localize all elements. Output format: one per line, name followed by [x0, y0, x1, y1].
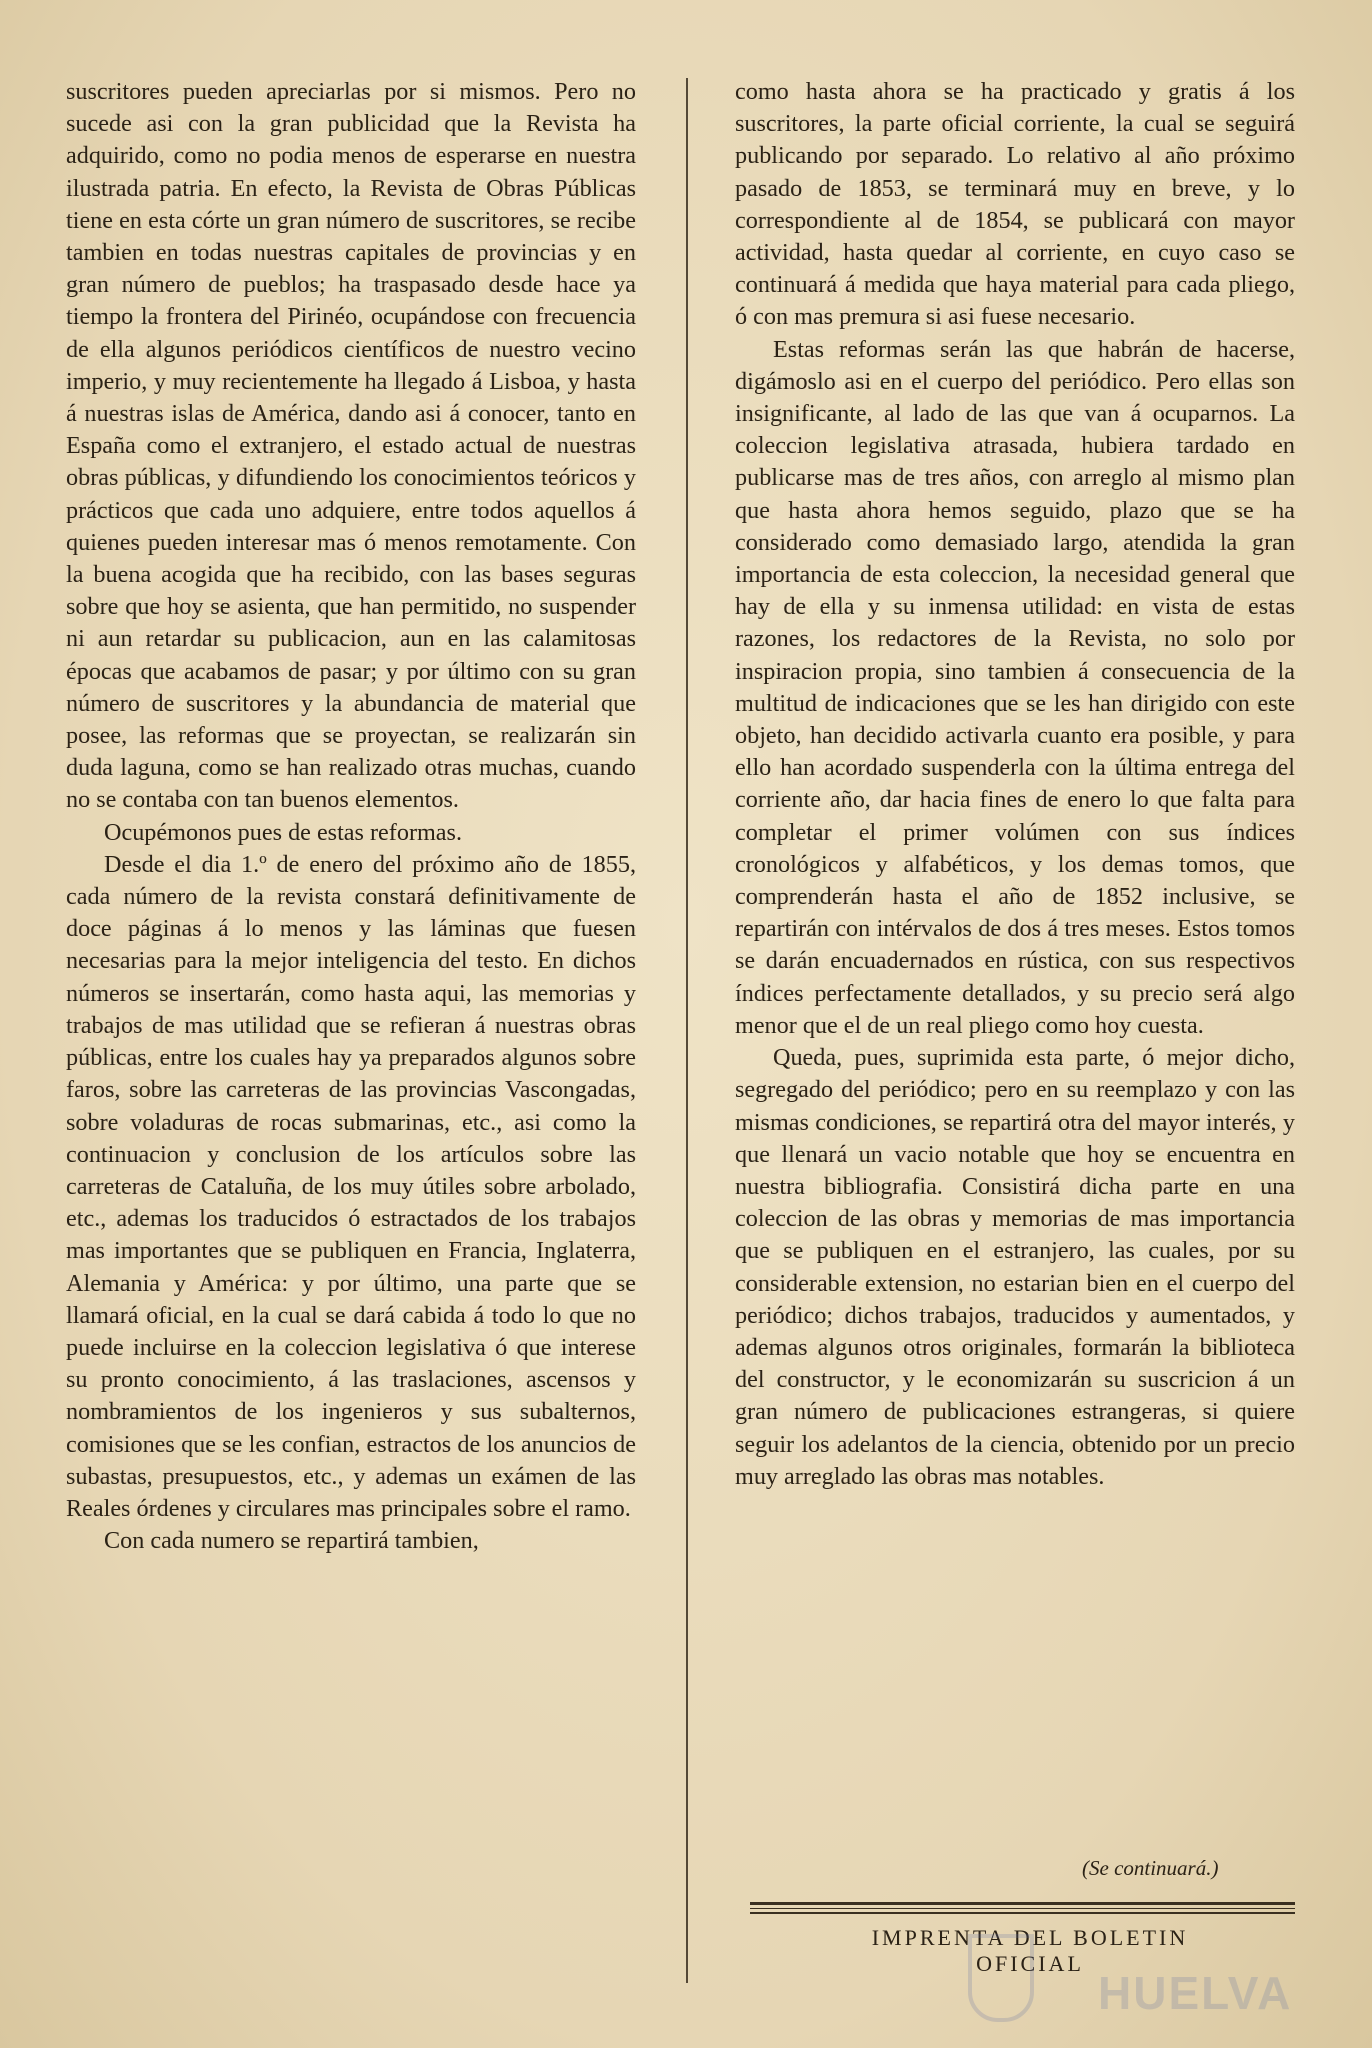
left-text-column: [66, 76, 636, 1557]
paragraph: Desde el dia 1.º de enero del próximo año de 1855, cada número de la revista constará definitivamente de doce páginas á lo menos y las láminas que fuesen necesarias para la mejor inteligencia del testo. En dichos números se insertarán, como hasta aqui, las memorias y trabajos de mas utilidad que se refieran á nuestras obras públicas, entre los cuales hay ya preparados algunos sobre faros, sobre las carreteras de las provincias Vascongadas, sobre voladuras de rocas submarinas, etc., asi como la continuacion y conclusion de los artículos sobre las carreteras de Cataluña, de los muy útiles sobre arbolado, etc., ademas los traducidos ó estractados de los trabajos mas importantes que se publiquen en Francia, Inglaterra, Alemania y América: y por último, una parte que se llamará oficial, en la cual se dará cabida á todo lo que no puede incluirse en la coleccion legislativa ó que interese su pronto conocimiento, á las traslaciones, ascensos y nombramientos de los ingenieros y sus subalternos, comisiones que se les confian, estractos de los anuncios de subastas, presupuestos, etc., y ademas un exámen de las Reales órdenes y circulares mas principales sobre el ramo.: [66, 850, 636, 1522]
right-text-column: [735, 76, 1295, 1493]
to-be-continued-note: (Se continuará.): [1082, 1856, 1219, 1880]
paragraph: suscritores pueden apreciarlas por si mismos. Pero no sucede asi con la gran publicidad que la Revista ha adquirido, como no podia menos de esperarse en nuestra ilustrada patria. En efecto, la Revista de Obras Públicas tiene en esta córte un gran número de suscritores, se recibe tambien en todas nuestras capitales de provincias y en gran número de pueblos; ha traspasado desde hace ya tiempo la frontera del Pirinéo, ocupándose con frecuencia de ella algunos periódicos científicos de nuestro vecino imperio, y muy recientemente ha llegado á Lisboa, y hasta á nuestras islas de América, dando asi á conocer, tanto en España como el extranjero, el estado actual de nuestras obras públicas, y difundiendo los conocimientos teóricos y prácticos que cada uno adquiere, entre todos aquellos á quienes pueden interesar mas ó menos remotamente. Con la buena acogida que ha recibido, con las bases seguras sobre que hoy se asienta, que han permitido, no suspender ni aun retardar su publicacion, aun en las calamitosas épocas que acabamos de pasar; y por último con su gran número de suscritores y la abundancia de material que posee, las reformas que se proyectan, se realizarán sin duda laguna, como se han realizado otras muchas, cuando no se contaba con tan buenos elementos.: [66, 78, 636, 814]
paragraph: Con cada numero se repartirá tambien,: [104, 1527, 479, 1555]
library-watermark: [968, 1920, 1298, 2030]
watermark-text: HUELVA: [1098, 1967, 1293, 2019]
printer-imprint: IMPRENTA DEL BOLETIN OFICIAL: [871, 1925, 1189, 1976]
paragraph: Ocupémonos pues de estas reformas.: [104, 818, 463, 846]
paragraph: como hasta ahora se ha practicado y gratis á los suscritores, la parte oficial corriente, la cual se seguirá publicando por separado. Lo relativo al año próximo pasado de 1853, se terminará muy en breve, y lo correspondiente al de 1854, se publicará con mayor actividad, hasta quedar al corriente, en cuyo caso se continuará á medida que haya material para cada pliego, ó con mas premura si asi fuese necesario.: [735, 78, 1295, 331]
closing-rule: [750, 1902, 1295, 1914]
paragraph: Estas reformas serán las que habrán de hacerse, digámoslo asi en el cuerpo del periódico. Pero ellas son insignificante, al lado de las que van á ocuparnos. La coleccion legislativa atrasada, hubiera tardado en publicarse mas de tres años, con arreglo al mismo plan que hasta ahora hemos seguido, plazo que se ha considerado como demasiado largo, atendida la gran importancia de esta coleccion, la necesidad general que hay de ella y su inmensa utilidad: en vista de estas razones, los redactores de la Revista, no solo por inspiracion propia, sino tambien á consecuencia de la multitud de indicaciones que se les han dirigido con este objeto, han decidido activarla cuanto era posible, y para ello han acordado suspenderla con la última entrega del corriente año, dar hacia fines de enero lo que falta para completar el primer volúmen con sus índices cronológicos y alfabéticos, y los demas tomos, que comprenderán hasta el año de 1852 inclusive, se repartirán con intérvalos de dos á tres meses. Estos tomos se darán encuadernados en rústica, con sus respectivos índices perfectamente detallados, y su precio será algo menor que el de un real pliego como hoy cuesta.: [735, 335, 1295, 1039]
coat-of-arms-icon: [968, 1934, 1034, 2022]
column-divider: [686, 78, 688, 1983]
paragraph: Queda, pues, suprimida esta parte, ó mejor dicho, segregado del periódico; pero en su reemplazo y con las mismas condiciones, se repartirá otra del mayor interés, y que llenará un vacio notable que hoy se encuentra en nuestra bibliografia. Consistirá dicha parte en una coleccion de las obras y memorias de mas importancia que se publiquen en el estranjero, las cuales, por su considerable extension, no estarian bien en el cuerpo del periódico; dichos trabajos, traducidos y aumentados, y ademas algunos otros originales, formarán la biblioteca del constructor, y le economizarán su suscricion á un gran número de publicaciones estrangeras, si quiere seguir los adelantos de la ciencia, obtenido por un precio muy arreglado las obras mas notables.: [735, 1044, 1295, 1490]
